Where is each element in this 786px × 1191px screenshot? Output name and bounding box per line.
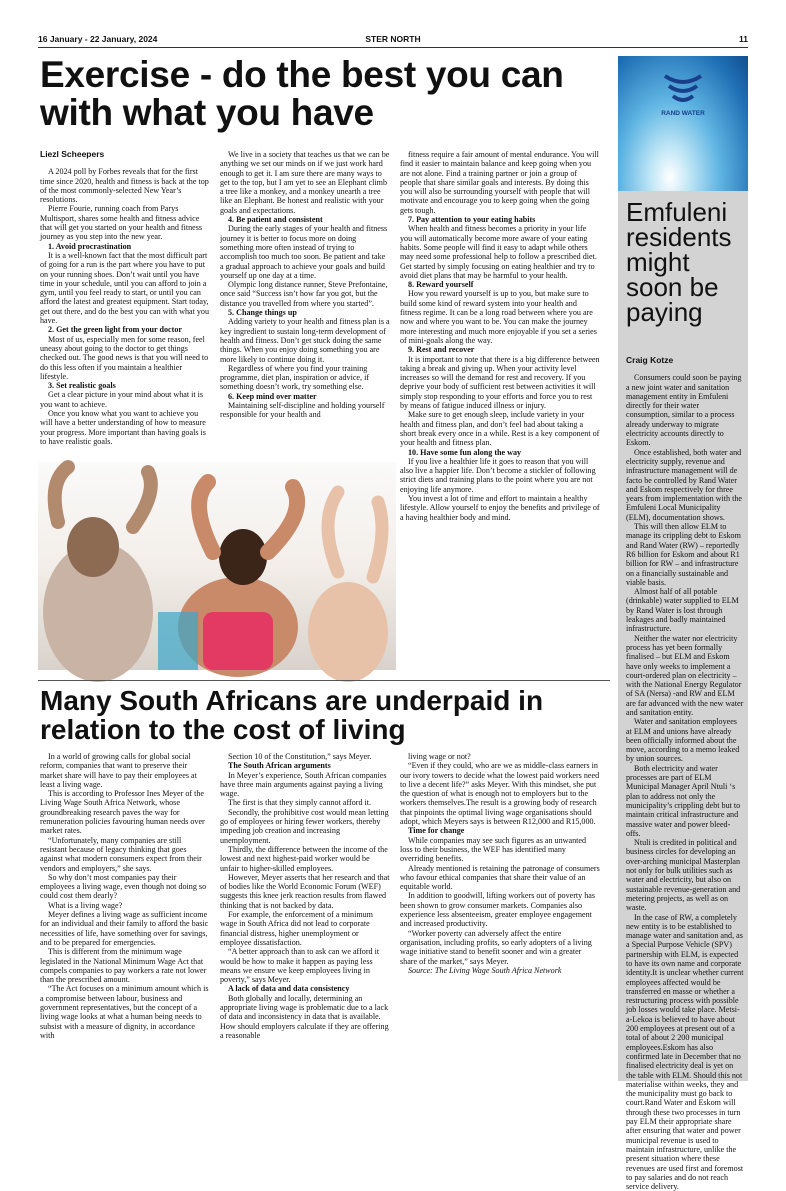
paragraph: Consumers could soon be paying a new joint water and sanitation management entity in Emfuleni directly for their water consumption, similar to a process already underway to migrate electricity accounts directly to Eskom. [626, 373, 742, 448]
subheading: 1. Avoid procrastination [48, 241, 132, 251]
subheading: 9. Rest and recover [408, 345, 475, 355]
paragraph: Both globally and locally, determining an appropriate living wage is problematic due to a lack of data and inconsistency in data that is available. How should employers calculate if they are offering a reasonable [220, 993, 389, 1040]
paragraph: Almost half of all potable (drinkable) water supplied to ELM by Rand Water is lost through leakages and badly maintained infrastructure. [626, 587, 739, 634]
subheading: 7. Pay attention to your eating habits [408, 215, 536, 225]
header-rule [38, 47, 748, 48]
paragraph: It is important to note that there is a big difference between taking a break and giving up. When your activity level increases so will the demand for rest and recovery. If you deprive your body of sufficient rest between activities it will simply stop responding to your efforts and force you to rest by means of fatigue induced illness or injury. [400, 354, 600, 411]
exercise-photo [38, 462, 396, 670]
paragraph: Maintaining self-discipline and holding yourself responsible for your health and [220, 401, 385, 420]
sidebar-body [626, 355, 744, 1191]
paragraph: How you reward yourself is up to you, but make sure to build some kind of reward system into your health and fitness regime. It can be a long road between where you are now and where you want to be. You can make the journey more interesting and much more enjoyable if you set a series of mini-goals along the way. [400, 289, 597, 345]
issue-date: 16 January - 22 January, 2024 [38, 34, 158, 44]
paragraph: In Meyer’s experience, South African companies have three main arguments against paying a living wage. [220, 770, 387, 799]
paragraph: If you live a healthier life it goes to reason that you will also live a happier life. Don’t become a stickler of following strict diets and training plans to the point where you are not enjoying life anymore. [400, 456, 596, 494]
subheading: 2. Get the green light from your doctor [48, 325, 182, 335]
paragraph: Meyer defines a living wage as sufficient income for an individual and their family to afford the basic necessities of life, have something over for savings, and to be prepared for emergencies. [40, 910, 209, 947]
paragraph: Get a clear picture in your mind about what it is you want to achieve. [40, 390, 204, 409]
paragraph: Olympic long distance runner, Steve Prefontaine, once said “Success isn’t how far you got, but the distance you travelled from where you started”. [220, 280, 388, 308]
paragraph: In the case of RW, a completely new entity is to be established to manage water and sanitation and, as a Special Purpose Vehicle (SPV) partnership with ELM, is expected to have its own name and corporate identity.It is unclear whether current employees affected would be transferred en masse or whether a restructuring process with possible job losses would take place. Metsi-a-Lekoa is believed to have about 200 employees at present out of a total of about 2 200 municipal employees.Eskom has also confirmed late in December that no finalised electricity deal is yet on the table with ELM. Should this not materialise within weeks, they and the municipality must go back to court.Rand Water and Eskom will through these two processes in turn pay ELM their appropriate share after ensuring that water and power municipal revenue is used to maintain infrastructure, unlike the present situation where these revenues are used first and foremost to pay salaries and do not reach service delivery. [626, 912, 744, 1191]
paragraph: “The Act focuses on a minimum amount which is a compromise between labour, business and government representatives, but the concept of a living wage looks at what a human being needs to subsist with a measure of dignity, in accordance with [40, 984, 209, 1040]
paragraph: During the early stages of your health and fitness journey it is better to focus more on doing something more often instead of trying to accomplish too much too soon. Be patient and take a gradual approach to achieve your goals and build yourself up one day at a time. [220, 224, 388, 280]
paragraph: This is different from the minimum wage legislated in the National Minimum Wage Act that compels companies to pay workers a rate not lower than the prescribed amount. [40, 947, 207, 985]
paragraph: Water and sanitation employees at ELM and unions have already been officially informed about the move, according to a memo leaked by union sources. [626, 717, 740, 764]
paragraph: “Unfortunately, many companies are still resistant because of legacy thinking that goes against what modern consumers expect from their vendors and employers,” she says. [40, 835, 202, 873]
paragraph: Already mentioned is retaining the patronage of consumers who favour ethical companies that share their value of an equitable world. [400, 863, 600, 892]
article1-column-3 [400, 150, 600, 670]
paragraph: Both electricity and water processes are part of ELM Municipal Manager April Ntuli ‘s plan to address not only the municipality’s crippling debt but to maintain critical infrastructure and massive water and power bleed-offs. [626, 763, 741, 838]
paragraph: Once you know what you want to achieve you will have a better understanding of how to measure your progress. More important than having goals is to have realistic goals. [40, 409, 206, 446]
paragraph: Neither the water nor electricity process has yet been formally finalised – but ELM and Eskom have only weeks to implement a court-ordered plan on electricity – with the National Energy Regulator of SA (Nersa) -and RW and ELM are far advanced with the new water and sanitation entity. [626, 633, 744, 717]
water-splash-image [618, 56, 748, 191]
subheading: 4. Be patient and consistent [228, 215, 323, 225]
subheading: 6. Keep mind over matter [228, 391, 317, 401]
article1-byline: Liezl Scheepers [40, 149, 105, 159]
paragraph: Make sure to get enough sleep, include variety in your health and fitness plan, and don’t feel bad about taking a short break every once in a while. Rest is a key component of your health and fitness plan. [400, 410, 600, 448]
rand-water-logo-text: RAND WATER [661, 110, 705, 117]
sidebar-byline: Craig Kotze [626, 355, 674, 365]
paragraph: Ntuli is credited in political and business circles for developing an over-arching municipal Masterplan not only for bulk utilities such as water and electricity, but also on sustainable revenue-generation and metering projects, as well as on waste. [626, 838, 741, 913]
paragraph: So why don’t most companies pay their employees a living wage, even though not doing so could cost them dearly? [40, 872, 207, 901]
page-header [38, 34, 748, 48]
paragraph: It is a well-known fact that the most difficult part of going for a run is the part where you have to put on your running shoes. Don’t wait until you have time in your schedule, until you can afford to join a gym, until you feel ready to start, or until you can afford the latest and greatest equipment. Start today, get out there, and do the best you can with what you have. [40, 250, 210, 326]
subheading: 3. Set realistic goals [48, 381, 116, 391]
publication-name: STER NORTH [365, 34, 421, 44]
paragraph: Thirdly, the difference between the income of the lowest and next highest-paid worker would be unfair to higher-skilled employees. [220, 844, 388, 873]
paragraph: “Worker poverty can adversely affect the entire organisation, including profits, so early adopters of a living wage initiative stand to benefit sooner and win a greater share of the market,” says Meyer. [400, 928, 592, 966]
paragraph: Adding variety to your health and fitness plan is a key ingredient to sustain long-term development of health and fitness. Don’t get stuck doing the same things. When you enjoy doing something you are more likely to continue doing it. [220, 317, 390, 364]
paragraph: “Even if they could, who are we as middle-class earners in our ivory towers to decide what the lowest paid workers need to live a decent life?” asks Meyer. With this mindset, she put the question of what is enough not to employers but to the workers themselves.The result is a growing body of research that pinpoints the optimal living wage organisations should adopt, which Meyers says is between R12,000 and R15,000. [400, 761, 600, 827]
article1-column-1 [40, 150, 210, 460]
paragraph: In addition to goodwill, lifting workers out of poverty has been shown to grow consumer markets. Companies also experience less absenteeism, greater employee engagement and increased productivity. [400, 891, 596, 929]
paragraph: You invest a lot of time and effort to maintain a healthy lifestyle. Allow yourself to enjoy the benefits and privilege of a having healthier body and mind. [400, 493, 600, 522]
paragraph: When health and fitness becomes a priority in your life you will automatically become more aware of your eating habits. Some people will find it easy to adapt while others may need some professional help to follow a prescribed diet. Get started by simply focusing on eating healthier and try to avoid diet plans that may be harmful to your health. [400, 224, 597, 280]
paragraph: While companies may see such figures as an unwanted loss to their business, the WEF has identified many overriding benefits. [400, 835, 587, 864]
article2-column-1 [40, 752, 210, 1082]
paragraph: fitness require a fair amount of mental endurance. You will find it easier to maintain balance and keep going when you are not alone. Find a training partner or join a group of people that share similar goals and interests. By doing this you will also be surrounding yourself with people that will motivate and encourage you to keep going when the going gets tough. [400, 150, 599, 215]
article2-column-3 [400, 752, 600, 1082]
paragraph: living wage or not? [408, 752, 471, 761]
paragraph: Most of us, especially men for some reason, feel uneasy about going to the doctor to get things checked out. The good news is that you will need to do this less often if you maintain a healthier lifestyle. [40, 334, 209, 381]
paragraph: Secondly, the prohibitive cost would mean letting go of employees or hiring fewer workers, thereby impeding job creation and increasing unemployment. [220, 807, 389, 845]
paragraph: “A better approach than to ask can we afford it would be how to make it happen as paying less means we ensure we keep employees living in poverty,” says Meyer. [220, 947, 380, 985]
page-number: 11 [739, 34, 748, 44]
paragraph: Section 10 of the Constitution,” says Meyer. [228, 752, 372, 761]
subheading: A lack of data and data consistency [228, 984, 350, 994]
paragraph: In a world of growing calls for global social reform, companies that want to preserve their market share will have to pay their employees at least a living wage. [40, 752, 197, 789]
subheading: 5. Change things up [228, 308, 297, 318]
subheading: Time for change [408, 826, 465, 836]
paragraph: What is a living wage? [48, 900, 123, 910]
paragraph: Once established, both water and electricity supply, revenue and infrastructure management will de facto be controlled by Rand Water and Eskom respectively for three years from implementation with the Emfuleni Local Municipality (ELM), documentation shows. [626, 447, 742, 522]
paragraph: We live in a society that teaches us that we can be anything we set our minds on if we just work hard enough to get it. I am sure there are many ways to get to the top, but I am yet to see an Elephant climb a tree like a monkey, and a monkey unearth a tree like an Elephant. Be honest and realistic with your goals and expectations. [220, 150, 390, 215]
paragraph: Pierre Fourie, running coach from Parys Multisport, shares some health and fitness advice that will get you started on your health and fitness journey as you step into the new year. [40, 204, 203, 242]
women-exercising-image [38, 462, 396, 670]
sidebar-article [618, 56, 748, 1191]
paragraph: However, Meyer asserts that her research and that of bodies like the World Economic Forum (WEF) suggests this knee jerk reaction results from flawed thinking that is not backed by data. [220, 872, 390, 910]
sidebar-headline: Emfuleni residents might soon be paying [626, 197, 732, 327]
paragraph: A 2024 poll by Forbes reveals that for the first time since 2020, health and fitness is back at the top of the most commonly-selected New Year’s resolutions. [40, 167, 209, 205]
subheading: 10. Have some fun along the way [408, 447, 522, 457]
article1-column-2 [220, 150, 390, 460]
paragraph: Source: The Living Wage South Africa Network [408, 965, 562, 975]
paragraph: The first is that they simply cannot afford it. [228, 798, 372, 808]
article2-column-2 [220, 752, 390, 1082]
subheading: The South African arguments [228, 761, 331, 771]
paragraph: This will then allow ELM to manage its crippling debt to Eskom and Rand Water (RW) – reportedly R6 billion for Eskom and about R1 billion for RW – and infrastructure on a financially sustainable and viable basis. [626, 522, 741, 587]
subheading: 8. Reward yourself [408, 280, 474, 290]
paragraph: Regardless of where you find your training programme, diet plan, inspiration or advice, if something doesn’t work, try something else. [220, 363, 370, 392]
section-divider [38, 680, 610, 681]
article2-headline: Many South Africans are underpaid in relation to the cost of living [40, 685, 544, 745]
paragraph: For example, the enforcement of a minimum wage in South Africa did not lead to corporate financial distress, higher unemployment or employee dissatisfaction. [220, 910, 373, 947]
rand-water-logo-icon [643, 68, 723, 108]
paragraph: This is according to Professor Ines Meyer of the Living Wage South Africa Network, whose groundbreaking research paves the way for remuneration policies favouring human needs over market rates. [40, 789, 205, 836]
article1-headline: Exercise - do the best you can with what you have [40, 54, 564, 133]
